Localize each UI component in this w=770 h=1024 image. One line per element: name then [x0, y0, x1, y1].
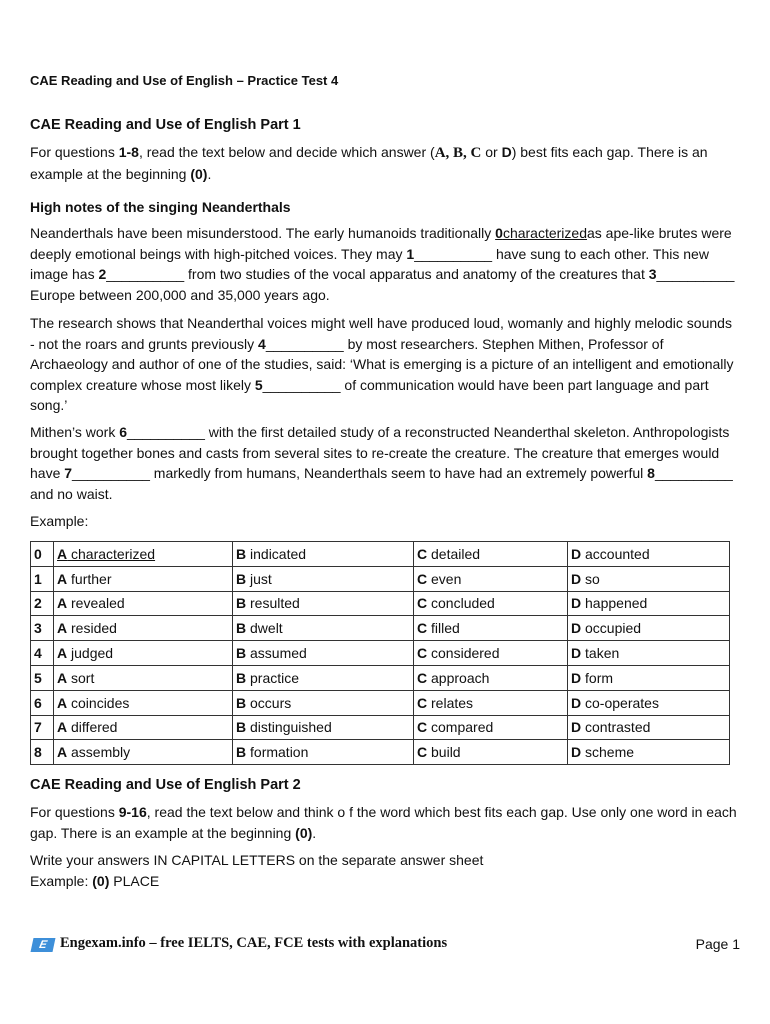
option-c	[414, 641, 568, 666]
option-letter: B	[236, 719, 247, 736]
gap-8: 8	[647, 465, 655, 481]
passage-paragraph-1: Neanderthals have been misunderstood. The early humanoids traditionally 0characterizedas ape-like brutes were deeply emotional beings with high-pitched voices. They may 1__________ have sung to each other. This new image has 2__________ from two studies of the vocal apparatus and anatomy of the creatures that 3__________ Europe between 200,000 and 35,000 years ago.	[30, 225, 735, 303]
gap-5: 5	[254, 376, 263, 393]
option-letter: B	[236, 595, 247, 612]
option-word: considered	[431, 645, 500, 662]
option-word: concluded	[431, 595, 495, 612]
option-d	[568, 616, 730, 641]
options-table-body	[31, 542, 730, 765]
option-row	[31, 715, 730, 740]
option-word: dwelt	[250, 620, 283, 637]
option-c	[414, 665, 568, 690]
engexam-logo-icon: E	[31, 938, 56, 952]
option-letter: A	[57, 570, 68, 587]
option-a	[54, 566, 233, 591]
option-b	[233, 740, 414, 765]
option-b	[233, 665, 414, 690]
option-row	[31, 542, 730, 567]
question-number: 4	[31, 641, 54, 666]
option-b	[233, 715, 414, 740]
part2-instructions: For questions 9-16, read the text below and think o f the word which best fits each gap. Use only one word in each gap. There is an example at the beginning (0).	[30, 804, 737, 841]
document-title: CAE Reading and Use of English – Practice Test 4	[30, 73, 339, 88]
passage-title: High notes of the singing Neanderthals	[30, 199, 291, 215]
option-letter: C	[417, 595, 428, 612]
passage-paragraph-3: Mithen’s work 6__________ with the first detailed study of a reconstructed Neanderthal skeleton. Anthropologists brought together bones and casts from several sites to re-create the creature. The creature that emerges would have 7__________ markedly from humans, Neanderthals seem to have had an extremely powerful 8__________ and no waist.	[30, 424, 733, 502]
option-d	[568, 740, 730, 765]
option-word: sort	[71, 669, 95, 686]
option-word: scheme	[585, 744, 635, 761]
option-word: form	[585, 669, 614, 686]
option-letter: A	[57, 545, 68, 562]
option-d	[568, 542, 730, 567]
option-letter: C	[417, 545, 428, 562]
option-letter: D	[571, 570, 582, 587]
option-word: formation	[250, 744, 309, 761]
option-a	[54, 591, 233, 616]
option-b	[233, 616, 414, 641]
page-footer	[30, 934, 740, 956]
option-c	[414, 740, 568, 765]
option-word: indicated	[250, 545, 307, 562]
option-letter: A	[57, 719, 68, 736]
option-row	[31, 616, 730, 641]
part2-answer-instructions	[30, 850, 738, 891]
option-letter: C	[417, 744, 428, 761]
passage-paragraph-2: The research shows that Neanderthal voices might well have produced loud, womanly and highly melodic sounds - not the roars and grunts previously 4__________ by most researchers. Stephen Mithen, Professor of Archaeology and author of one of the studies, said: ‘What is emerging is a picture of an intelligent and emotionally complex creature whose most likely 5__________ of communication would have been part language and part song.’	[30, 315, 734, 413]
question-number: 5	[31, 665, 54, 690]
question-number: 3	[31, 616, 54, 641]
option-word: practice	[250, 669, 300, 686]
option-row	[31, 566, 730, 591]
option-letter: A	[57, 595, 68, 612]
gap-0-answer: characterized	[502, 225, 587, 241]
option-row	[31, 641, 730, 666]
option-c	[414, 715, 568, 740]
option-letter: C	[417, 570, 428, 587]
option-c	[414, 542, 568, 567]
option-letter: B	[236, 570, 247, 587]
option-word: characterized	[71, 545, 156, 562]
gap-2: 2	[98, 266, 107, 282]
option-c	[414, 566, 568, 591]
gap-4: 4	[258, 335, 266, 352]
option-c	[414, 690, 568, 715]
part1-heading: CAE Reading and Use of English Part 1	[30, 117, 301, 133]
option-b	[233, 690, 414, 715]
option-letter: C	[417, 669, 428, 686]
option-word: resulted	[250, 595, 300, 612]
option-letter: B	[236, 620, 247, 637]
part2-heading: CAE Reading and Use of English Part 2	[30, 777, 301, 793]
option-word: distinguished	[250, 719, 332, 736]
options-table	[30, 541, 730, 765]
option-word: judged	[71, 645, 114, 662]
option-letter: D	[571, 694, 582, 711]
option-word: occupied	[585, 620, 642, 637]
option-c	[414, 616, 568, 641]
option-letter: B	[236, 669, 247, 686]
option-word: contrasted	[585, 719, 651, 736]
question-number: 2	[31, 591, 54, 616]
option-letter: A	[57, 620, 68, 637]
option-d	[568, 566, 730, 591]
option-c	[414, 591, 568, 616]
option-d	[568, 665, 730, 690]
option-a	[54, 740, 233, 765]
option-word: approach	[431, 669, 490, 686]
option-letter: D	[571, 595, 582, 612]
option-letter: B	[236, 694, 247, 711]
option-letter: C	[417, 645, 428, 662]
option-a	[54, 616, 233, 641]
option-word: assembly	[71, 744, 131, 761]
option-word: taken	[585, 645, 620, 662]
option-b	[233, 542, 414, 567]
option-d	[568, 641, 730, 666]
option-letter: C	[417, 719, 428, 736]
gap-1: 1	[406, 245, 415, 262]
option-word: differed	[71, 719, 118, 736]
option-a	[54, 715, 233, 740]
option-word: coincides	[71, 694, 130, 711]
option-word: occurs	[250, 694, 292, 711]
option-word: accounted	[585, 545, 650, 562]
option-word: co-operates	[585, 694, 659, 711]
option-word: relates	[431, 694, 474, 711]
option-letter: C	[417, 620, 428, 637]
option-a	[54, 665, 233, 690]
question-number: 6	[31, 690, 54, 715]
answer-sheet-instruction: Write your answers IN CAPITAL LETTERS on the separate answer sheet	[30, 852, 484, 868]
option-letter: B	[236, 545, 247, 562]
question-number: 7	[31, 715, 54, 740]
question-number: 1	[31, 566, 54, 591]
option-row	[31, 665, 730, 690]
option-word: resided	[71, 620, 117, 637]
option-letter: B	[236, 744, 247, 761]
option-letter: A	[57, 694, 68, 711]
option-letter: D	[571, 645, 582, 662]
option-letter: B	[236, 645, 247, 662]
option-b	[233, 591, 414, 616]
option-d	[568, 715, 730, 740]
gap-6: 6	[119, 424, 128, 440]
gap-3: 3	[648, 266, 657, 282]
part2-example: Example: (0) PLACE	[30, 872, 160, 889]
option-letter: D	[571, 545, 582, 562]
option-b	[233, 641, 414, 666]
option-letter: A	[57, 645, 68, 662]
option-word: revealed	[71, 595, 125, 612]
question-number: 8	[31, 740, 54, 765]
option-word: assumed	[250, 645, 307, 662]
option-word: even	[431, 570, 462, 587]
option-letter: A	[57, 669, 68, 686]
option-a	[54, 542, 233, 567]
footer-brand-text: Engexam.info – free IELTS, CAE, FCE tests with explanations	[60, 935, 448, 951]
option-word: further	[71, 570, 112, 587]
option-word: compared	[431, 719, 494, 736]
option-row	[31, 591, 730, 616]
option-word: build	[431, 744, 461, 761]
part1-instructions: For questions 1-8, read the text below and decide which answer (A, B, C or D) best fits each gap. There is an example at the beginning (0).	[30, 144, 708, 182]
example-label: Example:	[30, 513, 89, 529]
option-row	[31, 740, 730, 765]
option-letter: A	[57, 744, 68, 761]
option-word: happened	[585, 595, 648, 612]
option-letter: D	[571, 620, 582, 637]
option-row	[31, 690, 730, 715]
option-word: so	[585, 570, 600, 587]
option-a	[54, 641, 233, 666]
option-d	[568, 690, 730, 715]
option-d	[568, 591, 730, 616]
question-number: 0	[31, 542, 54, 567]
gap-7: 7	[64, 465, 73, 481]
option-letter: D	[571, 744, 582, 761]
page-number: Page 1	[695, 936, 740, 952]
option-letter: D	[571, 669, 582, 686]
option-word: just	[250, 570, 272, 587]
option-letter: D	[571, 719, 582, 736]
option-letter: C	[417, 694, 428, 711]
option-b	[233, 566, 414, 591]
option-word: filled	[431, 620, 460, 637]
option-word: detailed	[431, 545, 481, 562]
gap-0: 0	[495, 225, 503, 241]
option-a	[54, 690, 233, 715]
